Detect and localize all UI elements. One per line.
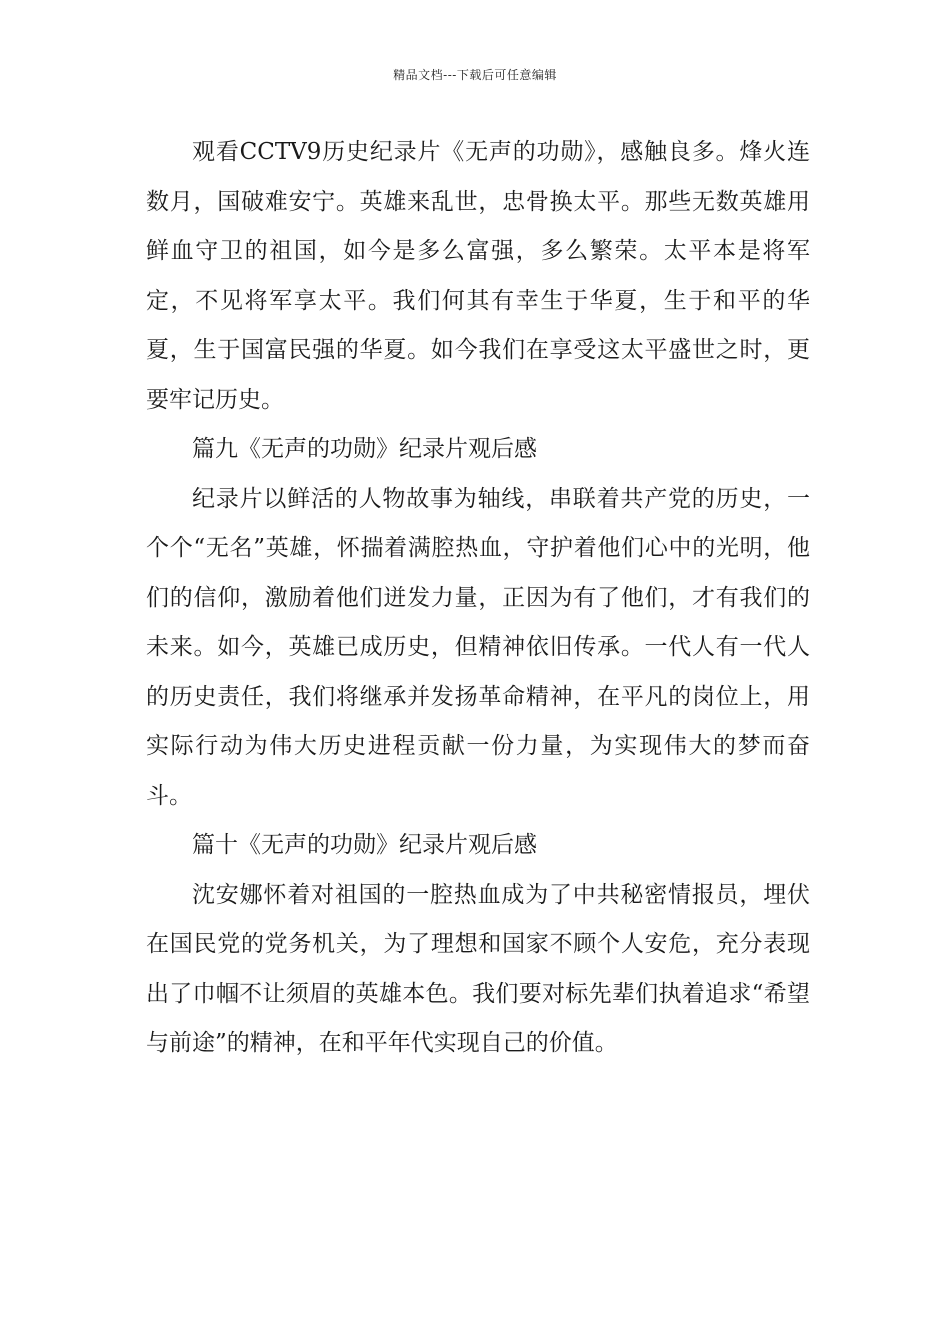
paragraph-intro: 观看CCTV9历史纪录片《无声的功勋》，感触良多。烽火连数月，国破难安宁。英雄来乱世，忠骨换太平。那些无数英雄用鲜血守卫的祖国，如今是多么富强，多么繁荣。太平本是将军定，不见将军享太平。我们何其有幸生于华夏，生于和平的华夏，生于国富民强的华夏。如今我们在享受这太平盛世之时，更要牢记历史。 [146, 139, 810, 413]
paragraph-section-10: 沈安娜怀着对祖国的一腔热血成为了中共秘密情报员，埋伏在国民党的党务机关，为了理想和国家不顾个人安危，充分表现出了巾帼不让须眉的英雄本色。我们要对标先辈们执着追求“希望与前途”的精神，在和平年代实现自己的价值。 [146, 881, 810, 1056]
section-heading-9: 篇九《无声的功勋》纪录片观后感 [192, 436, 537, 462]
paragraph-section-9: 纪录片以鲜活的人物故事为轴线，串联着共产党的历史，一个个“无名”英雄，怀揣着满腔热血，守护着他们心中的光明，他们的信仰，激励着他们迸发力量，正因为有了他们，才有我们的未来。如今，英雄已成历史，但精神依旧传承。一代人有一代人的历史责任，我们将继承并发扬革命精神，在平凡的岗位上，用实际行动为伟大历史进程贡献一份力量，为实现伟大的梦而奋斗。 [146, 485, 810, 809]
section-heading-10: 篇十《无声的功勋》纪录片观后感 [192, 832, 537, 858]
document-body [146, 128, 810, 1069]
page-header: 精品文档---下载后可任意编辑 [393, 68, 557, 82]
